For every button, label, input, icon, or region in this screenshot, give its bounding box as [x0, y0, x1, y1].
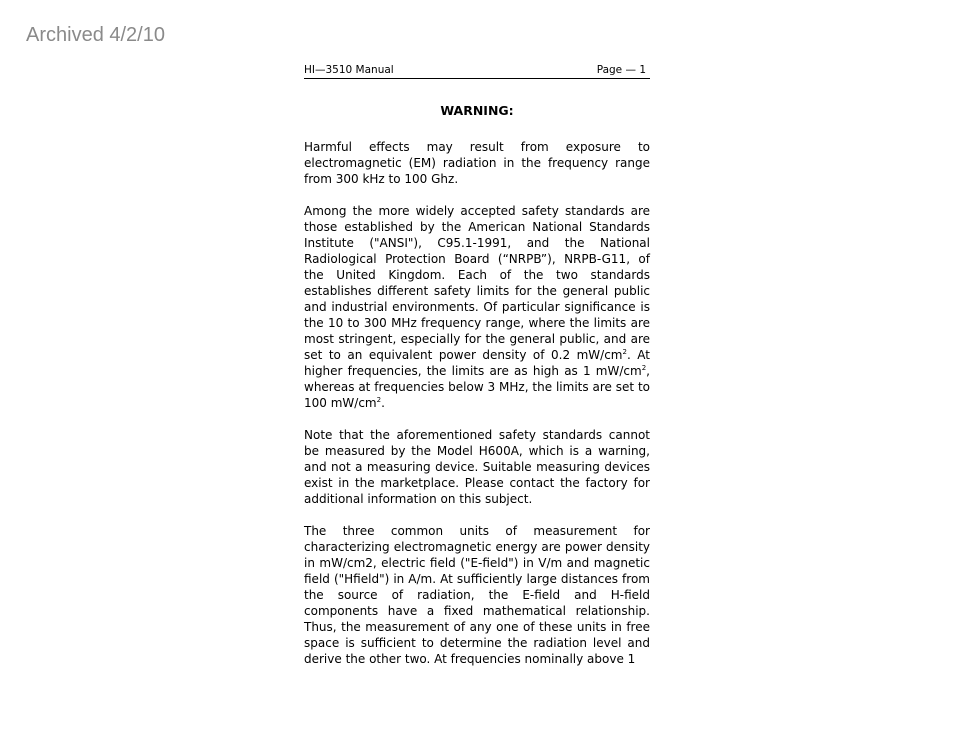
superscript: 2: [641, 364, 647, 372]
archive-stamp: Archived 4/2/10: [26, 24, 165, 46]
paragraph-safety-standards: [304, 203, 650, 411]
paragraph-text: Among the more widely accepted safety standards are those established by the American National Standards Institute ("ANSI"), C95.1-1991, and the National Radiological Protection Board (“NRPB”), NRPB-G11, of the United Kingdom. Each of the two standards establishes different safety limits for the general public and industrial environments. Of particular significance is the 10 to 300 MHz frequency range, where the limits are most stringent, especially for the general public, and are set to an equivalent power density of 0.2 mW/cm: [304, 204, 650, 362]
paragraph-text: . At higher frequencies, the limits are as high as 1 mW/cm: [304, 348, 650, 378]
manual-title: HI—3510 Manual: [304, 64, 394, 76]
superscript: 2: [622, 348, 627, 356]
page-number: Page — 1: [596, 64, 646, 76]
superscript: 2: [376, 396, 382, 404]
paragraph-units-of-measurement: The three common units of measurement for characterizing electromagnetic energy are power density in mW/cm2, electric field ("E-field") in V/m and magnetic field ("Hfield") in A/m. At sufficiently large distances from the source of radiation, the E-field and H-field components have a fixed mathematical relationship. Thus, the measurement of any one of these units in free space is sufficient to determine the radiation level and derive the other two. At frequencies nominally above 1: [304, 524, 650, 666]
paragraph-measuring-note: Note that the aforementioned safety standards cannot be measured by the Model H600A, which is a warning, and not a measuring device. Suitable measuring devices exist in the marketplace. Please contact the factory for additional information on this subject.: [304, 428, 650, 506]
paragraph-text: .: [381, 396, 385, 410]
page-header: [304, 63, 650, 79]
manual-page: [304, 63, 650, 667]
paragraph-text: , whereas at frequencies below 3 MHz, the limits are set to 100 mW/cm: [304, 364, 650, 410]
warning-title: WARNING:: [440, 103, 514, 118]
paragraph-harmful-effects: Harmful effects may result from exposure to electromagnetic (EM) radiation in the frequency range from 300 kHz to 100 Ghz.: [304, 140, 650, 186]
